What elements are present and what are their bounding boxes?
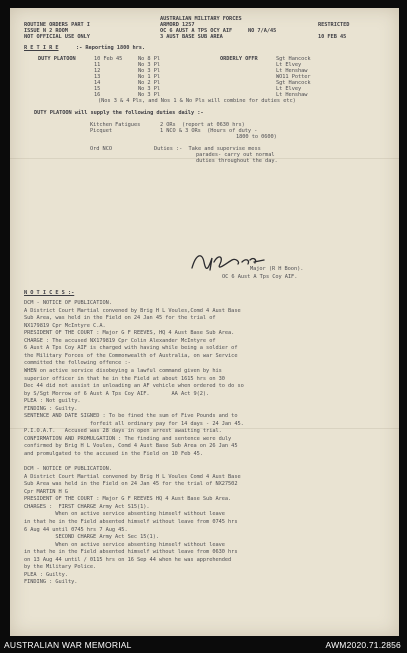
- retire-text: :- Reporting 1800 hrs.: [76, 45, 146, 51]
- roster-date: 12: [94, 68, 101, 74]
- roster-officer: Lt Elvey: [276, 86, 302, 92]
- notice-line: by the Military Police.: [24, 564, 97, 571]
- notice-line: A District Court Martial convened by Brig H L Voules Comd 4 Aust Base: [24, 473, 241, 480]
- duty-detail: 2 ORs (report at 0630 hrs): [160, 122, 245, 128]
- notice-line: PLEA : Not guilty.: [24, 398, 81, 405]
- notice-line: When on active service absenting himself without leave: [24, 511, 225, 518]
- notice-line: CHARGES : FIRST CHARGE Army Act S15(1).: [24, 503, 150, 510]
- notice-line: SECOND CHARGE Army Act Sec 15(1).: [24, 534, 159, 541]
- notice-line: PRESIDENT OF THE COURT : Major G F REEVES HQ 4 Aust Base Sub Area.: [24, 496, 232, 503]
- duty-platoon-label: DUTY PLATOON: [38, 56, 76, 62]
- notice-line: PRESIDENT OF THE COURT : Major G F REEVES, HQ 4 Aust Base Sub Area.: [24, 330, 235, 337]
- roster-officer: Lt Elvey: [276, 62, 302, 68]
- roster-date: 14: [94, 80, 101, 86]
- signature-name: Major (R H Boon).: [250, 266, 304, 272]
- roster-officer: Lt Henshaw: [276, 92, 308, 98]
- notice-line: PLEA : Guilty.: [24, 571, 68, 578]
- notice-line: the Military Forces of the Commonwealth of Australia, on war Service: [24, 352, 238, 359]
- header-right-1: RESTRICTED: [318, 22, 350, 28]
- notice-line: NX179819 Cpr McIntyre C.A.: [24, 322, 106, 329]
- duty-name: Kitchen Fatigues: [90, 122, 141, 128]
- duty-name: Ord NCO: [90, 146, 112, 152]
- roster-platoon: No 3 Pl: [138, 86, 160, 92]
- duty-detail: duties throughout the day.: [196, 158, 278, 164]
- notice-line: SENTENCE AND DATE SIGNED : To be fined the sum of Five Pounds and to: [24, 413, 238, 420]
- notice-line: DCM - NOTICE OF PUBLICATION.: [24, 300, 112, 306]
- roster-officer: WO11 Potter: [276, 74, 311, 80]
- notice-line: P.I.O.A.T. Accused was 28 days in open arrest awaiting trial.: [24, 428, 222, 435]
- notice-line: Sub Area, was held in the Field on 24 Jan 45 for the trial of: [24, 315, 216, 322]
- header-center-2: ARMORD 1257: [160, 22, 195, 28]
- notice-line: Dec 44 did not assist in unloading an AF vehicle when ordered to do so: [24, 383, 244, 390]
- orderly-officer-label: ORDERLY OFFR: [220, 56, 258, 62]
- notice-line: WHEN on active service disobeying a lawful command given by his: [24, 367, 222, 374]
- header-left-3: NOT OFFICIAL USE ONLY: [24, 34, 90, 40]
- notice-line: FINDING : Guilty.: [24, 579, 78, 586]
- notice-line: FINDING : Guilty.: [24, 405, 78, 412]
- notice-line: Cpr MARTIN H G: [24, 488, 68, 495]
- duty-detail: parades- carry out normal: [196, 152, 275, 158]
- duty-detail: Duties :- Take and supervise mess: [154, 146, 261, 152]
- notice-line: in that he in the Field absented himself without leave from 0630 hrs: [24, 549, 238, 556]
- notice-line: by S/Sgt Morrow of 6 Aust A Tps Coy AIF. AA Act 9(2).: [24, 390, 210, 397]
- roster-officer: Sgt Hancock: [276, 80, 311, 86]
- notice-line: in that he in the Field absented himself without leave from 0745 hrs: [24, 518, 238, 525]
- notices-heading: N O T I C E S :-: [24, 290, 75, 296]
- notice-line: committed the following offence :-: [24, 360, 131, 367]
- duties-intro: DUTY PLATOON will supply the following duties daily :-: [34, 110, 204, 116]
- roster-platoon: No 3 Pl: [138, 68, 160, 74]
- notice-line: 6 Aug 44 until 0745 hrs 7 Aug 45.: [24, 526, 128, 533]
- signature-unit: OC 6 Aust A Tps Coy AIF.: [222, 274, 298, 280]
- notice-line: When on active service absenting himself without leave: [24, 541, 225, 548]
- duty-name: Picquet: [90, 128, 112, 134]
- header-left-2: ISSUE N 2 ROOM: [24, 28, 68, 34]
- roster-date: 10 Feb 45: [94, 56, 123, 62]
- header-center-4: 3 AUST BASE SUB AREA: [160, 34, 223, 40]
- footer-right: AWM2020.71.2856: [325, 640, 401, 650]
- roster-officer: Lt Henshaw: [276, 68, 308, 74]
- notice-line: CHARGE : The accused NX179819 Cpr Colin Alexander McIntyre of: [24, 337, 216, 344]
- duty-detail: 1 NCO & 3 ORs (Hours of duty -: [160, 128, 258, 134]
- document-page: [10, 8, 399, 636]
- notice-line: A District Court Martial convened by Brig H L Voules,Comd 4 Aust Base: [24, 307, 241, 314]
- roster-date: 15: [94, 86, 101, 92]
- roster-platoon: No 3 Pl: [138, 92, 160, 98]
- roster-date: 11: [94, 62, 101, 68]
- roster-platoon: No 2 Pl: [138, 80, 160, 86]
- notice-line: forfeit all ordinary pay for 14 days - 24 Jan 45.: [24, 420, 244, 427]
- footer-left: AUSTRALIAN WAR MEMORIAL: [4, 640, 132, 650]
- header-right-3: 10 FEB 45: [318, 34, 347, 40]
- roster-date: 13: [94, 74, 101, 80]
- notice-line: CONFIRMATION AND PROMULGATION : The finding and sentence were duly: [24, 435, 232, 442]
- notice-line: DCM - NOTICE OF PUBLICATION.: [24, 466, 112, 473]
- roster-note: (Nos 3 & 4 Pls, and Nos 1 & No Pls will combine for duties etc): [98, 98, 296, 104]
- notice-line: confirmed by Brig H L Voules, Comd 4 Aust Base Sub Area on 26 Jan 45: [24, 443, 238, 450]
- roster-platoon: No 3 Pl: [138, 62, 160, 68]
- roster-platoon: No 1 Pl: [138, 74, 160, 80]
- notice-line: Sub Area was held in the Field on 24 Jan 45 for the trial of NX27502: [24, 481, 238, 488]
- notice-line: on 13 Aug 44 until / 0115 hrs on 16 Sep 44 when he was apprehended: [24, 556, 232, 563]
- header-center-1: AUSTRALIAN MILITARY FORCES: [160, 16, 242, 22]
- header-center-3: OC 6 AUST A TPS OCY AIF: [160, 28, 233, 34]
- duty-detail: 1800 to 0600): [236, 134, 277, 140]
- roster-platoon: No 8 Pl: [138, 56, 160, 62]
- header-right-2: NO 7/A/45: [248, 28, 277, 34]
- roster-date: 16: [94, 92, 101, 98]
- roster-officer: Sgt Hancock: [276, 56, 311, 62]
- header-left-1: ROUTINE ORDERS PART I: [24, 22, 90, 28]
- notice-line: and promulgated to the accused in the Field on 10 Feb 45.: [24, 451, 203, 457]
- notice-line: superior officer in that he in the Field at about 1615 hrs on 30: [24, 375, 225, 382]
- retire-heading: R E T I R E: [24, 45, 59, 51]
- notice-line: 6 Aust A Tps Coy AIF is charged with having while being a soldier of: [24, 345, 238, 352]
